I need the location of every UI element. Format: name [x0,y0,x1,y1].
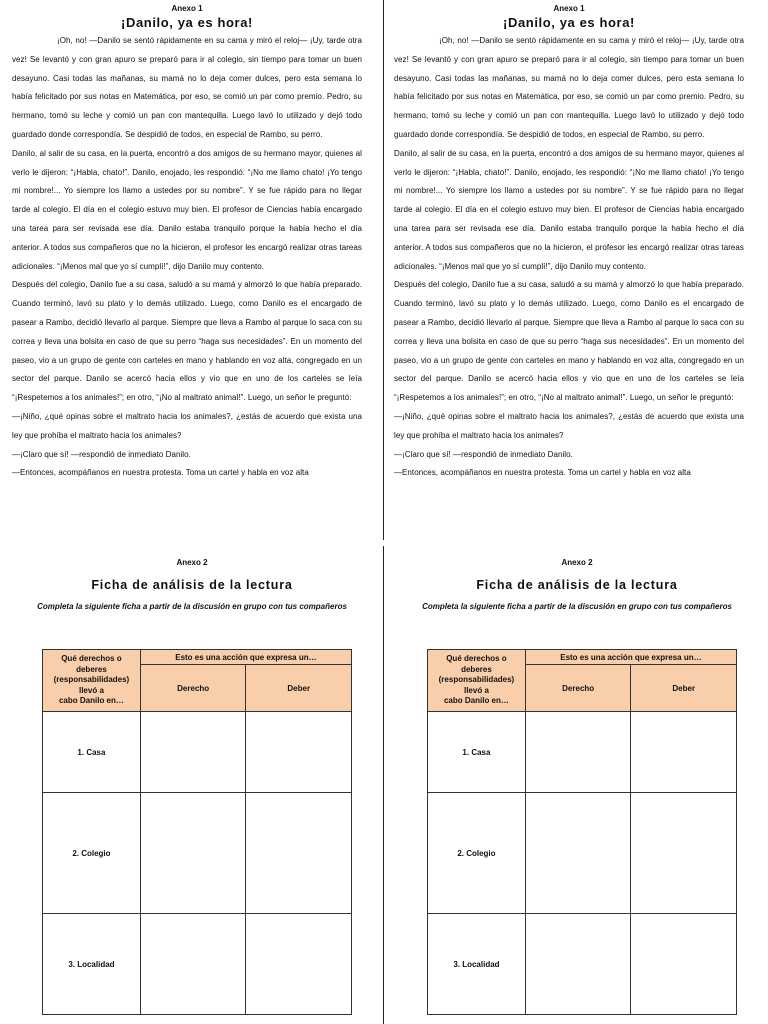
duty-column-header: Deber [631,665,737,712]
story-paragraph: Después del colegio, Danilo fue a su casa, saludó a su mamá y almorzó lo que había preparado. Cuando terminó, lavó su plato y lo demás utilizado. Luego, como Danilo es el encargado de pasear a Rambo, decidió llevarlo al parque. Siempre que lleva a Rambo al parque lo saca con su correa y lleva una bolsita en caso de que su perro “haga sus necesidades”. En un momento del paseo, vio a un grupo de gente con carteles en mano y hablando en voz alta, congregado en un sector del parque. Danilo se acercó hacia ellos y vio que en uno de los carteles se leía “¡Respetemos a los animales!”; en otro, “¡No al maltrato animal!”. Luego, un señor le preguntó: [12,280,362,403]
story-paragraph: —¡Niño, ¿qué opinas sobre el maltrato hacia los animales?, ¿estás de acuerdo que exista una ley que prohíba el maltrato hacia los animales? [12,411,362,440]
story-paragraph: —Entonces, acompáñanos en nuestra protesta. Toma un cartel y habla en voz alta [12,468,309,478]
annex-label: Anexo 2 [561,558,593,567]
answer-cell-duty[interactable] [246,712,352,793]
answer-cell-right[interactable] [525,712,631,793]
story-paragraph: ¡Oh, no! —Danilo se sentó rápidamente en su cama y miró el reloj— ¡Uy, tarde otra vez! Se levantó y con gran apuro se preparó para ir al colegio, sin tiempo para tomar un buen desayuno. Casi todas las mañanas, su mamá no lo deja comer dulces, pero esta semana lo había felicitado por sus notas en Matemática, por eso, se comió un par como premio. Pedro, su hermano, tomó su leche y comió un pan con mantequilla. Luego lavó lo utilizado y dejó todo guardado donde correspondía. Se despidió de todos, en especial de Rambo, su perro. [394,36,744,139]
question-line: deberes [76,664,107,674]
question-line: llevó a [463,685,489,695]
vertical-divider-bottom [383,546,384,1024]
annex-label: Anexo 2 [176,558,208,567]
story-paragraph: —¡Niño, ¿qué opinas sobre el maltrato hacia los animales?, ¿estás de acuerdo que exista una ley que prohíba el maltrato hacia los animales? [394,411,744,440]
duty-column-header: Deber [246,665,352,712]
row-label-home: 1. Casa [43,712,141,793]
question-line: cabo Danilo en… [58,696,124,706]
action-span-header: Esto es una acción que expresa un… [140,650,351,665]
answer-cell-duty[interactable] [246,914,352,1015]
answer-cell-right[interactable] [140,793,246,914]
question-line: Qué derechos o [61,654,122,664]
row-label-home: 1. Casa [428,712,526,793]
answer-cell-duty[interactable] [246,793,352,914]
table-row [43,914,352,1015]
worksheet-instruction: Completa la siguiente ficha a partir de la discusión en grupo con tus compañeros [37,602,347,611]
row-label-school: 2. Colegio [43,793,141,914]
story-paragraph: —¡Claro que sí! —respondió de inmediato Danilo. [394,449,573,459]
annex-label: Anexo 1 [553,4,585,13]
annex1-panel-right [394,4,744,540]
question-line: Qué derechos o [446,654,507,664]
annex2-panel-right [397,558,757,1024]
question-line: deberes [461,664,492,674]
story-title: ¡Danilo, ya es hora! [503,15,635,30]
worksheet-title: Ficha de análisis de la lectura [91,578,293,592]
vertical-divider-top [383,0,384,540]
table-row [428,712,737,793]
answer-cell-duty[interactable] [631,914,737,1015]
annex2-panel-left [12,558,372,1024]
annex1-panel-left [12,4,362,540]
row-label-locality: 3. Localidad [428,914,526,1015]
story-paragraph: —Entonces, acompáñanos en nuestra protesta. Toma un cartel y habla en voz alta [394,468,691,478]
worksheet-title: Ficha de análisis de la lectura [476,578,678,592]
table-row [428,914,737,1015]
story-paragraph: —¡Claro que sí! —respondió de inmediato Danilo. [12,449,191,459]
story-paragraph: ¡Oh, no! —Danilo se sentó rápidamente en su cama y miró el reloj— ¡Uy, tarde otra vez! Se levantó y con gran apuro se preparó para ir al colegio, sin tiempo para tomar un buen desayuno. Casi todas las mañanas, su mamá no lo deja comer dulces, pero esta semana lo había felicitado por sus notas en Matemática, por eso, se comió un par como premio. Pedro, su hermano, tomó su leche y comió un pan con mantequilla. Luego lavó lo utilizado y dejó todo guardado donde correspondía. Se despidió de todos, en especial de Rambo, su perro. [12,36,362,139]
table-row [43,793,352,914]
answer-cell-right[interactable] [140,914,246,1015]
story-text [12,32,362,483]
worksheet-instruction: Completa la siguiente ficha a partir de la discusión en grupo con tus compañeros [422,602,732,611]
right-column-header: Derecho [140,665,246,712]
question-header [43,650,141,712]
table-row [43,712,352,793]
action-span-header: Esto es una acción que expresa un… [525,650,736,665]
answer-cell-duty[interactable] [631,712,737,793]
story-paragraph: Danilo, al salir de su casa, en la puerta, encontró a dos amigos de su hermano mayor, quienes al verlo le dijeron: “¡Habla, chato!”. Danilo, enojado, les respondió: “¡No me llamo chato! ¡Yo tengo mi nombre!... Yo siempre los llamo a ustedes por su nombre”. Y se fue rápido para no llegar tarde al colegio. El día en el colegio estuvo muy bien. El profesor de Ciencias había encargado una tarea para ser revisada ese día. Danilo estaba tranquilo porque la había hecho el día anterior. A todos sus compañeros que no la hicieron, el profesor les encargó realizar otras tareas adicionales. “¡Menos mal que yo sí cumplí!”, dijo Danilo muy contento. [12,148,362,271]
story-title: ¡Danilo, ya es hora! [121,15,253,30]
row-label-school: 2. Colegio [428,793,526,914]
answer-cell-right[interactable] [525,793,631,914]
story-paragraph: Después del colegio, Danilo fue a su casa, saludó a su mamá y almorzó lo que había preparado. Cuando terminó, lavó su plato y lo demás utilizado. Luego, como Danilo es el encargado de pasear a Rambo, decidió llevarlo al parque. Siempre que lleva a Rambo al parque lo saca con su correa y lleva una bolsita en caso de que su perro “haga sus necesidades”. En un momento del paseo, vio a un grupo de gente con carteles en mano y hablando en voz alta, congregado en un sector del parque. Danilo se acercó hacia ellos y vio que en uno de los carteles se leía “¡Respetemos a los animales!”; en otro, “¡No al maltrato animal!”. Luego, un señor le preguntó: [394,280,744,403]
question-header [428,650,526,712]
right-column-header: Derecho [525,665,631,712]
story-text [394,32,744,483]
story-paragraph: Danilo, al salir de su casa, en la puerta, encontró a dos amigos de su hermano mayor, quienes al verlo le dijeron: “¡Habla, chato!”. Danilo, enojado, les respondió: “¡No me llamo chato! ¡Yo tengo mi nombre!... Yo siempre los llamo a ustedes por su nombre”. Y se fue rápido para no llegar tarde al colegio. El día en el colegio estuvo muy bien. El profesor de Ciencias había encargado una tarea para ser revisada ese día. Danilo estaba tranquilo porque la había hecho el día anterior. A todos sus compañeros que no la hicieron, el profesor les encargó realizar otras tareas adicionales. “¡Menos mal que yo sí cumplí!”, dijo Danilo muy contento. [394,148,744,271]
answer-cell-duty[interactable] [631,793,737,914]
row-label-locality: 3. Localidad [43,914,141,1015]
answer-cell-right[interactable] [140,712,246,793]
question-line: (responsabilidades) [438,675,515,685]
annex-label: Anexo 1 [171,4,203,13]
table-row [428,793,737,914]
question-line: llevó a [78,685,104,695]
answer-cell-right[interactable] [525,914,631,1015]
question-line: cabo Danilo en… [443,696,509,706]
analysis-table [427,649,737,1015]
question-line: (responsabilidades) [53,675,130,685]
analysis-table [42,649,352,1015]
